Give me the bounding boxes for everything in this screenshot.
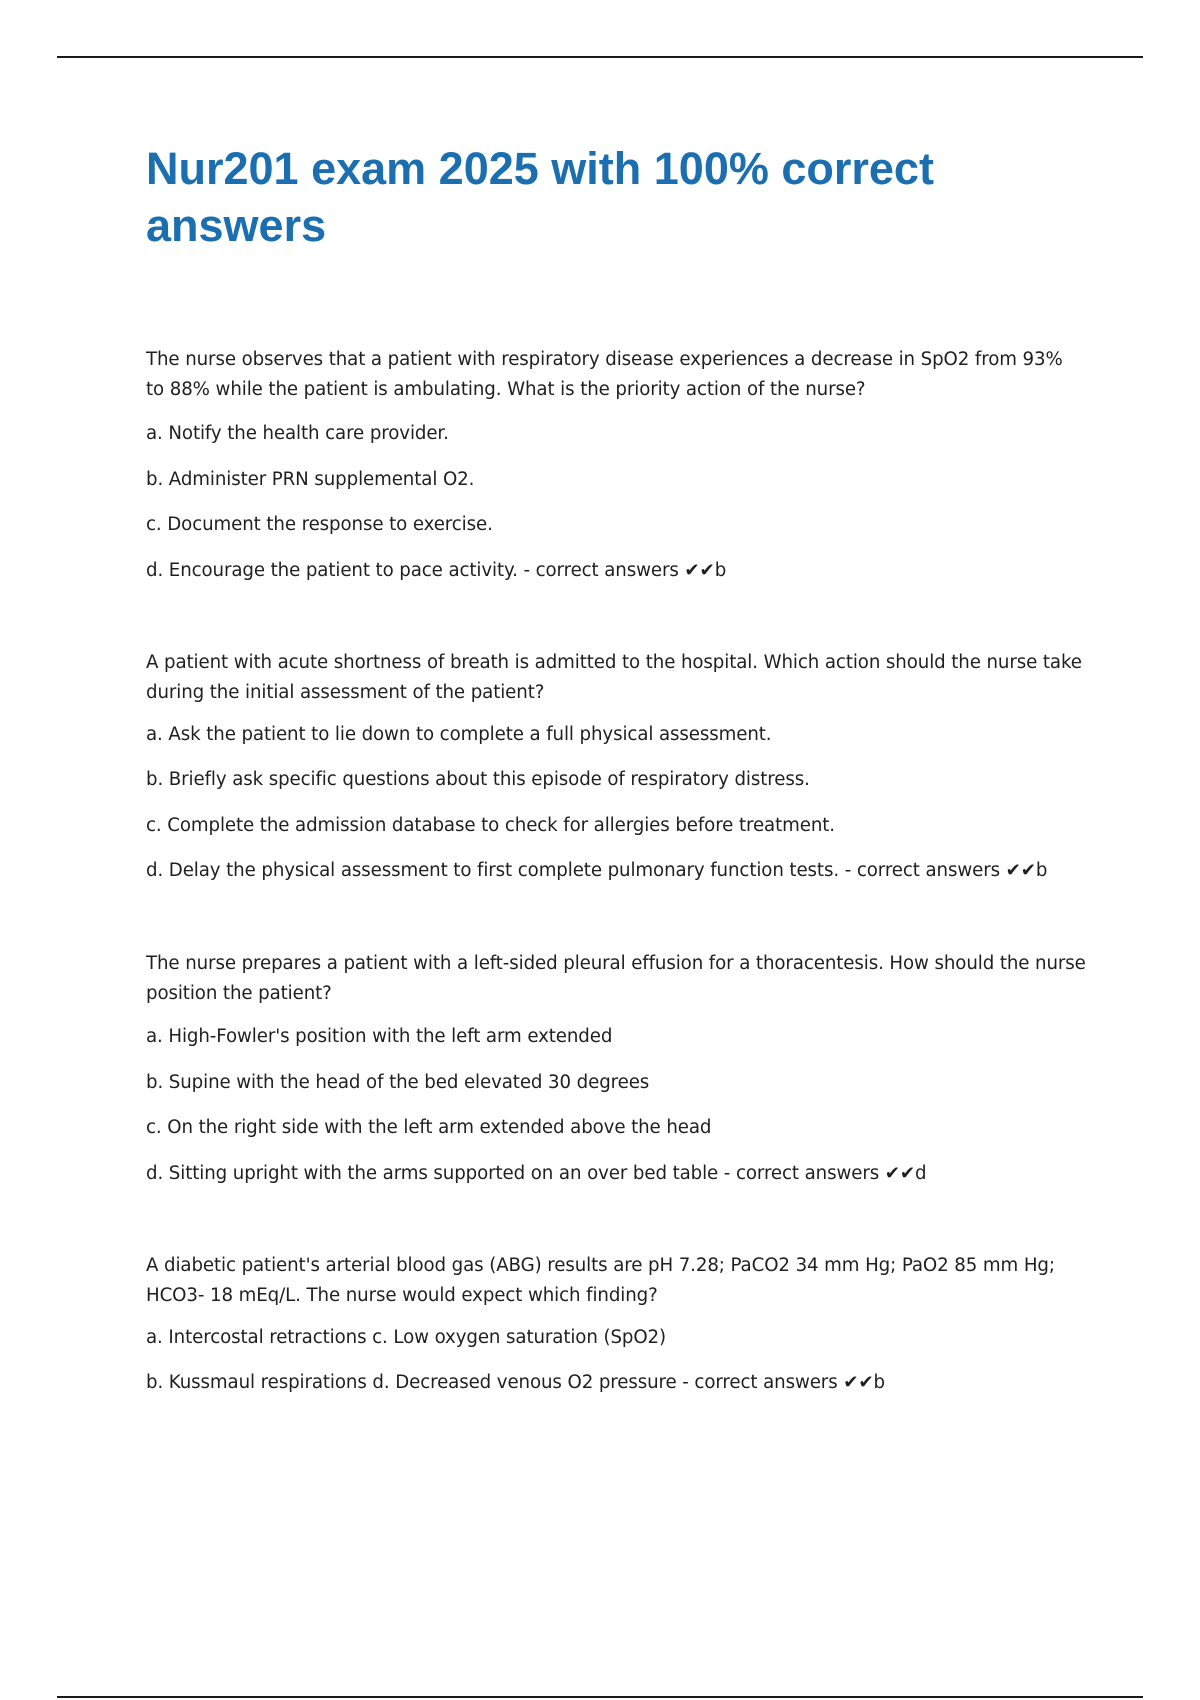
question-text: The nurse observes that a patient with respiratory disease experiences a decrease in SpO2 from 93% to 88% while the patient is ambulating. What is the priority action of the nurse?	[146, 349, 1063, 400]
footer-rule	[57, 1696, 1143, 1698]
question-4	[146, 1251, 1086, 1393]
answer-option-a: a. High-Fowler's position with the left arm extended	[146, 1026, 613, 1047]
answer-option-d: d. Delay the physical assessment to first complete pulmonary function tests. - correct answers ✔✔b	[146, 860, 1048, 881]
question-text: A patient with acute shortness of breath is admitted to the hospital. Which action should the nurse take during the initial assessment of the patient?	[146, 652, 1082, 703]
answer-option-b: b. Supine with the head of the bed elevated 30 degrees	[146, 1072, 650, 1093]
answer-option-a: a. Ask the patient to lie down to complete a full physical assessment.	[146, 724, 772, 745]
document-title: Nur201 exam 2025 with 100% correct answers	[146, 143, 934, 251]
answer-option-b: b. Briefly ask specific questions about this episode of respiratory distress.	[146, 769, 810, 790]
answer-option-d: d. Sitting upright with the arms supported on an over bed table - correct answers ✔✔d	[146, 1163, 927, 1184]
header-rule	[57, 56, 1143, 58]
answer-option-c: c. Complete the admission database to check for allergies before treatment.	[146, 815, 835, 836]
question-text: A diabetic patient's arterial blood gas (ABG) results are pH 7.28; PaCO2 34 mm Hg; PaO2 85 mm Hg; HCO3- 18 mEq/L. The nurse would expect which finding?	[146, 1255, 1055, 1306]
question-1	[146, 345, 1086, 581]
answer-option-d: d. Encourage the patient to pace activity. - correct answers ✔✔b	[146, 560, 727, 581]
question-2	[146, 648, 1086, 881]
answer-option-a: a. Notify the health care provider.	[146, 423, 449, 444]
question-3	[146, 949, 1086, 1184]
answer-option-c: c. On the right side with the left arm extended above the head	[146, 1117, 712, 1138]
answer-option-a-c: a. Intercostal retractions c. Low oxygen saturation (SpO2)	[146, 1327, 667, 1348]
answer-option-b-d: b. Kussmaul respirations d. Decreased venous O2 pressure - correct answers ✔✔b	[146, 1372, 885, 1393]
answer-option-c: c. Document the response to exercise.	[146, 514, 493, 535]
answer-option-b: b. Administer PRN supplemental O2.	[146, 469, 475, 490]
question-text: The nurse prepares a patient with a left-sided pleural effusion for a thoracentesis. How should the nurse position the patient?	[146, 953, 1086, 1004]
